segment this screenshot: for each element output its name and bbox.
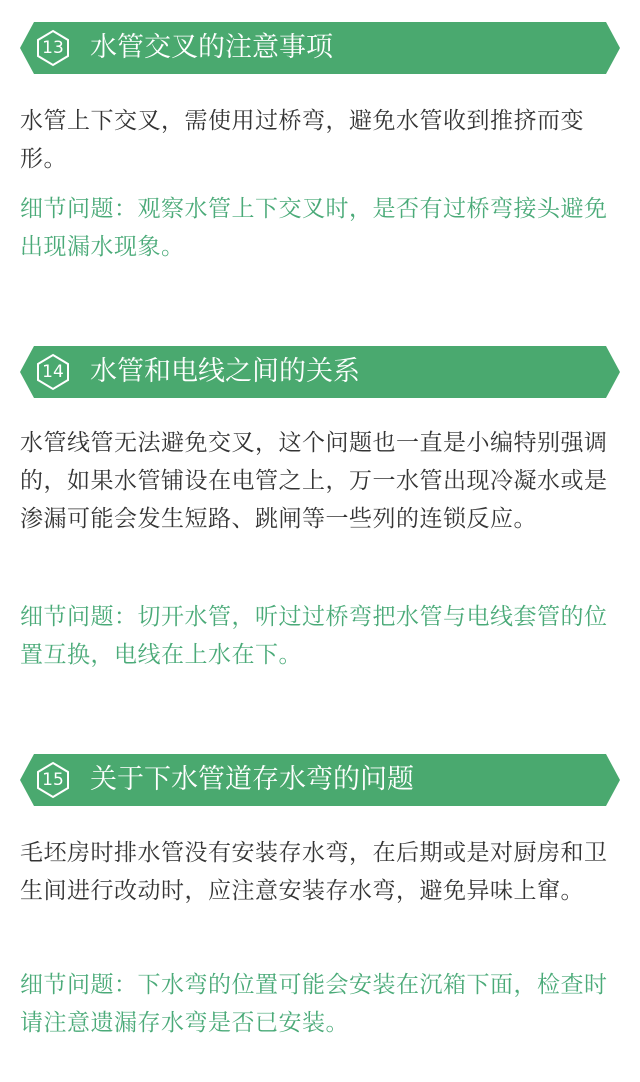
section-body: 水管线管无法避免交叉，这个问题也一直是小编特别强调的，如果水管铺设在电管之上，万一水管出现冷凝水或是渗漏可能会发生短路、跳闸等一些列的连锁反应。 xyxy=(20,430,608,532)
section-body: 水管上下交叉，需使用过桥弯，避免水管收到推挤而变形。 xyxy=(20,108,584,172)
section-detail: 细节问题：下水弯的位置可能会安装在沉箱下面，检查时请注意遗漏存水弯是否已安装。 xyxy=(20,972,608,1036)
section-banner xyxy=(20,754,620,806)
section-detail: 细节问题：切开水管，听过过桥弯把水管与电线套管的位置互换，电线在上水在下。 xyxy=(20,604,608,668)
section-banner xyxy=(20,22,620,74)
section-title: 关于下水管道存水弯的问题 xyxy=(90,764,414,795)
section-number: 14 xyxy=(42,362,64,382)
section-title: 水管交叉的注意事项 xyxy=(90,32,333,63)
section-number: 13 xyxy=(42,38,64,58)
section-number: 15 xyxy=(42,770,64,790)
section-detail: 细节问题：观察水管上下交叉时，是否有过桥弯接头避免出现漏水现象。 xyxy=(20,196,608,260)
section-body: 毛坯房时排水管没有安装存水弯，在后期或是对厨房和卫生间进行改动时，应注意安装存水弯，避免异味上窜。 xyxy=(20,840,608,904)
section-title: 水管和电线之间的关系 xyxy=(90,356,360,387)
section-banner xyxy=(20,346,620,398)
